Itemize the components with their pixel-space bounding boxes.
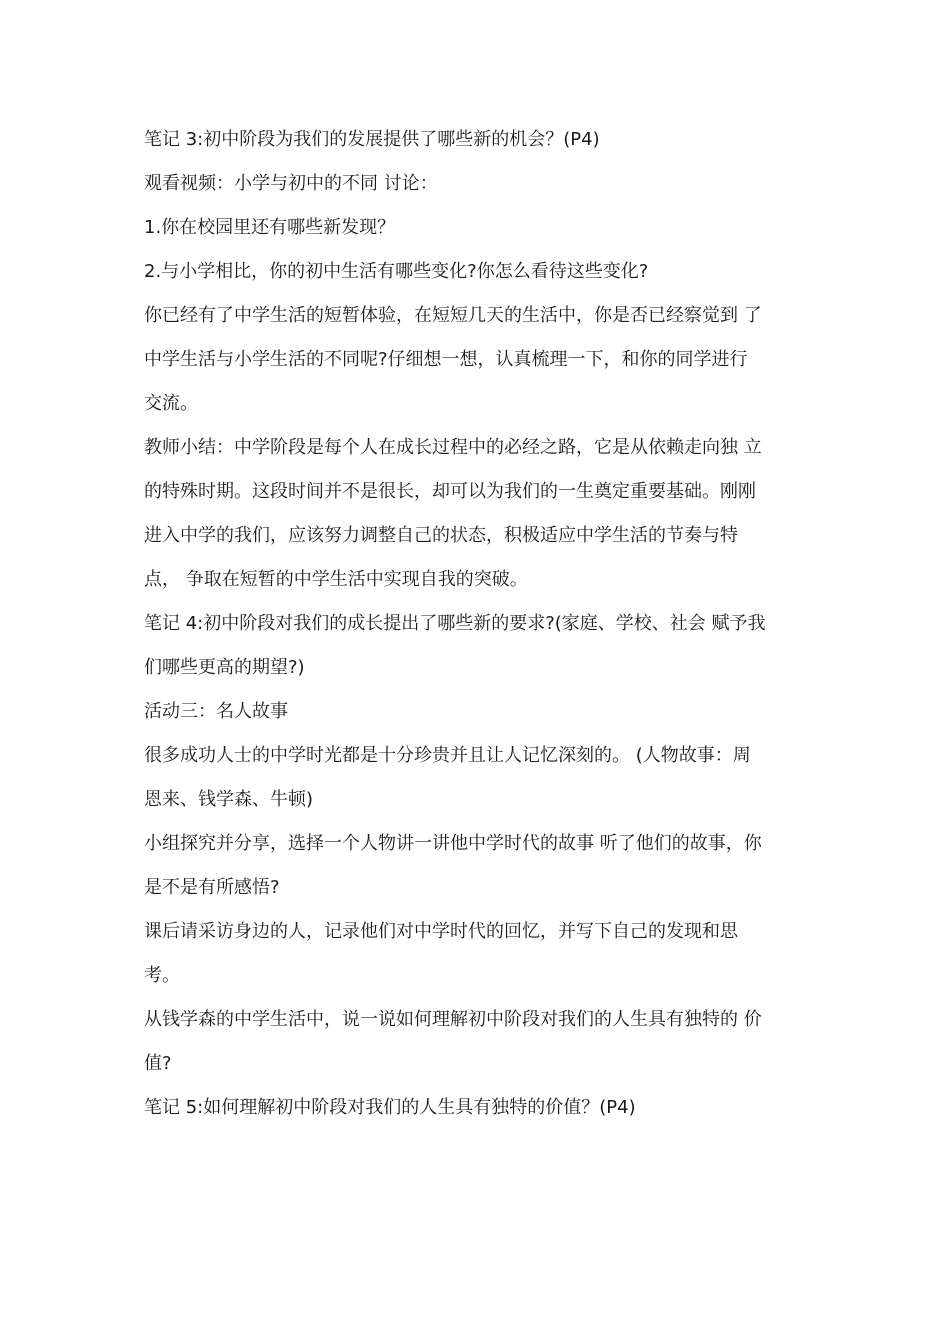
text-line: 1.你在校园里还有哪些新发现？ [144,217,396,238]
document-body [144,118,809,1130]
paragraph [144,1086,809,1130]
paragraph [144,910,809,998]
text-line: 你已经有了中学生活的短暂体验，在短短几天的生活中，你是否已经察觉到 了 [144,305,762,326]
paragraph [144,690,809,734]
text-line: 恩来、钱学森、牛顿) [144,789,314,810]
text-line: 观看视频：小学与初中的不同 讨论： [144,173,438,194]
text-line: 小组探究并分享，选择一个人物讲一讲他中学时代的故事 听了他们的故事，你 [144,833,762,854]
paragraph [144,118,809,162]
text-line: 课后请采访身边的人，记录他们对中学时代的回忆，并写下自己的发现和思 [144,921,738,942]
paragraph [144,426,809,602]
text-line: 2.与小学相比，你的初中生活有哪些变化?你怎么看待这些变化? [144,261,649,282]
paragraph [144,602,809,690]
paragraph [144,250,809,294]
paragraph [144,822,809,910]
text-line: 的特殊时期。这段时间并不是很长，却可以为我们的一生奠定重要基础。刚刚 [144,481,756,502]
text-line: 教师小结：中学阶段是每个人在成长过程中的必经之路，它是从依赖走向独 立 [144,437,762,458]
paragraph [144,734,809,822]
paragraph [144,162,809,206]
text-line: 值? [144,1053,172,1074]
text-line: 活动三：名人故事 [144,701,288,722]
paragraph [144,294,809,426]
text-line: 是不是有所感悟? [144,877,280,898]
text-line: 们哪些更高的期望?) [144,657,305,678]
paragraph [144,998,809,1086]
text-line: 笔记 5:如何理解初中阶段对我们的人生具有独特的价值？(P4) [144,1097,636,1118]
text-line: 很多成功人士的中学时光都是十分珍贵并且让人记忆深刻的。 (人物故事：周 [144,745,751,766]
text-line: 从钱学森的中学生活中，说一说如何理解初中阶段对我们的人生具有独特的 价 [144,1009,762,1030]
paragraph [144,206,809,250]
text-line: 笔记 4:初中阶段对我们的成长提出了哪些新的要求?(家庭、学校、社会 赋予我 [144,613,766,634]
text-line: 考。 [144,965,180,986]
text-line: 中学生活与小学生活的不同呢?仔细想一想，认真梳理一下，和你的同学进行 [144,349,748,370]
text-line: 进入中学的我们，应该努力调整自己的状态，积极适应中学生活的节奏与特 [144,525,738,546]
text-line: 点， 争取在短暂的中学生活中实现自我的突破。 [144,569,528,590]
text-line: 交流。 [144,393,198,414]
text-line: 笔记 3:初中阶段为我们的发展提供了哪些新的机会？(P4) [144,129,600,150]
